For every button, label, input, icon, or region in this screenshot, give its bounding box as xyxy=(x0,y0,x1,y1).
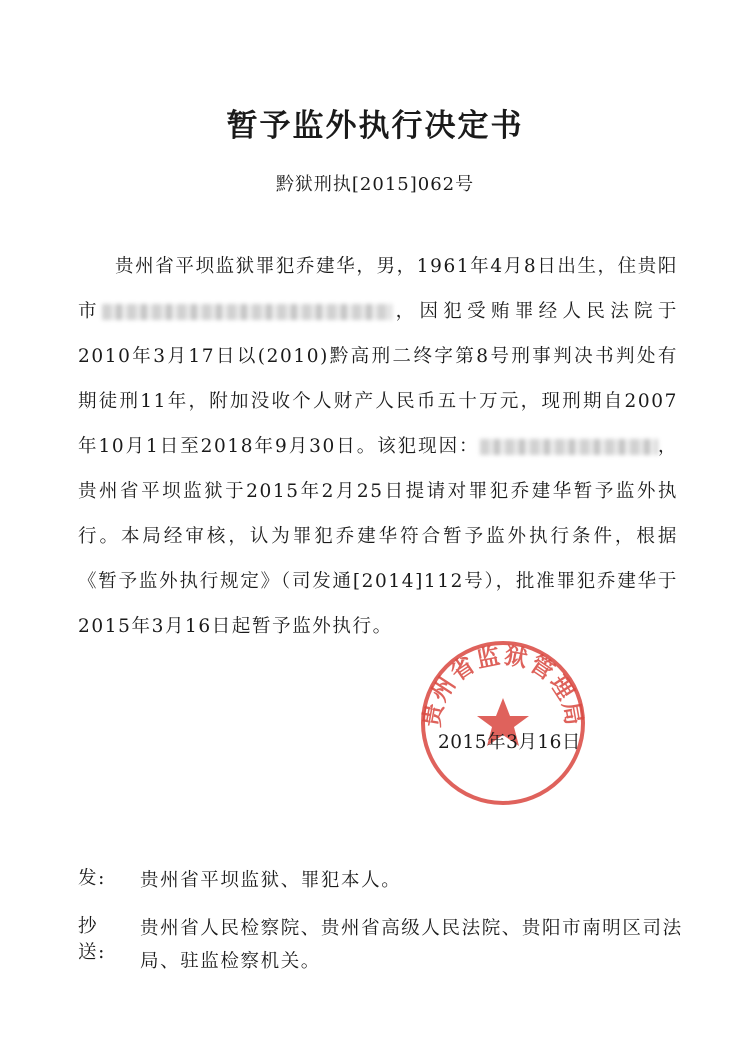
cc-value: 贵州省人民检察院、贵州省高级人民法院、贵阳市南明区司法局、驻监检察机关。 xyxy=(140,918,683,972)
official-seal xyxy=(418,638,588,808)
redacted-address xyxy=(102,304,392,320)
send-to-value: 贵州省平坝监狱、罪犯本人。 xyxy=(140,870,402,891)
issue-date: 2015年3月16日 xyxy=(438,732,581,753)
body-text-part-2: ，因犯受贿罪经人民法院于2010年3月17日以(2010)黔高刑二终字第8号刑事判决书判处有期徒刑11年，附加没收个人财产人民币五十万元，现刑期自2007年10月1日至2018年9月30日。该犯现因： xyxy=(78,301,679,457)
body-text-part-3: ，贵州省平坝监狱于2015年2月25日提请对罪犯乔建华暂予监外执行。本局经审核，认为罪犯乔建华符合暂予监外执行条件，根据《暂予监外执行规定》（司发通[2014]112号），批准罪犯乔建华于2015年3月16日起暂予监外执行。 xyxy=(78,436,678,637)
cc-label: 抄送: xyxy=(78,916,106,963)
redacted-reason xyxy=(480,439,658,455)
body-text-part-1: 贵州省平坝监狱罪犯乔建华，男，1961年4月8日出生，住贵阳市 xyxy=(78,256,678,322)
seal-text: 贵州省监狱管理局 xyxy=(419,642,587,730)
document-number: 黔狱刑执[2015]062号 xyxy=(275,174,475,195)
document-body xyxy=(78,244,678,649)
body-paragraph xyxy=(78,244,678,649)
send-to-label: 发: xyxy=(78,868,106,889)
document-title: 暂予监外执行决定书 xyxy=(226,108,524,144)
